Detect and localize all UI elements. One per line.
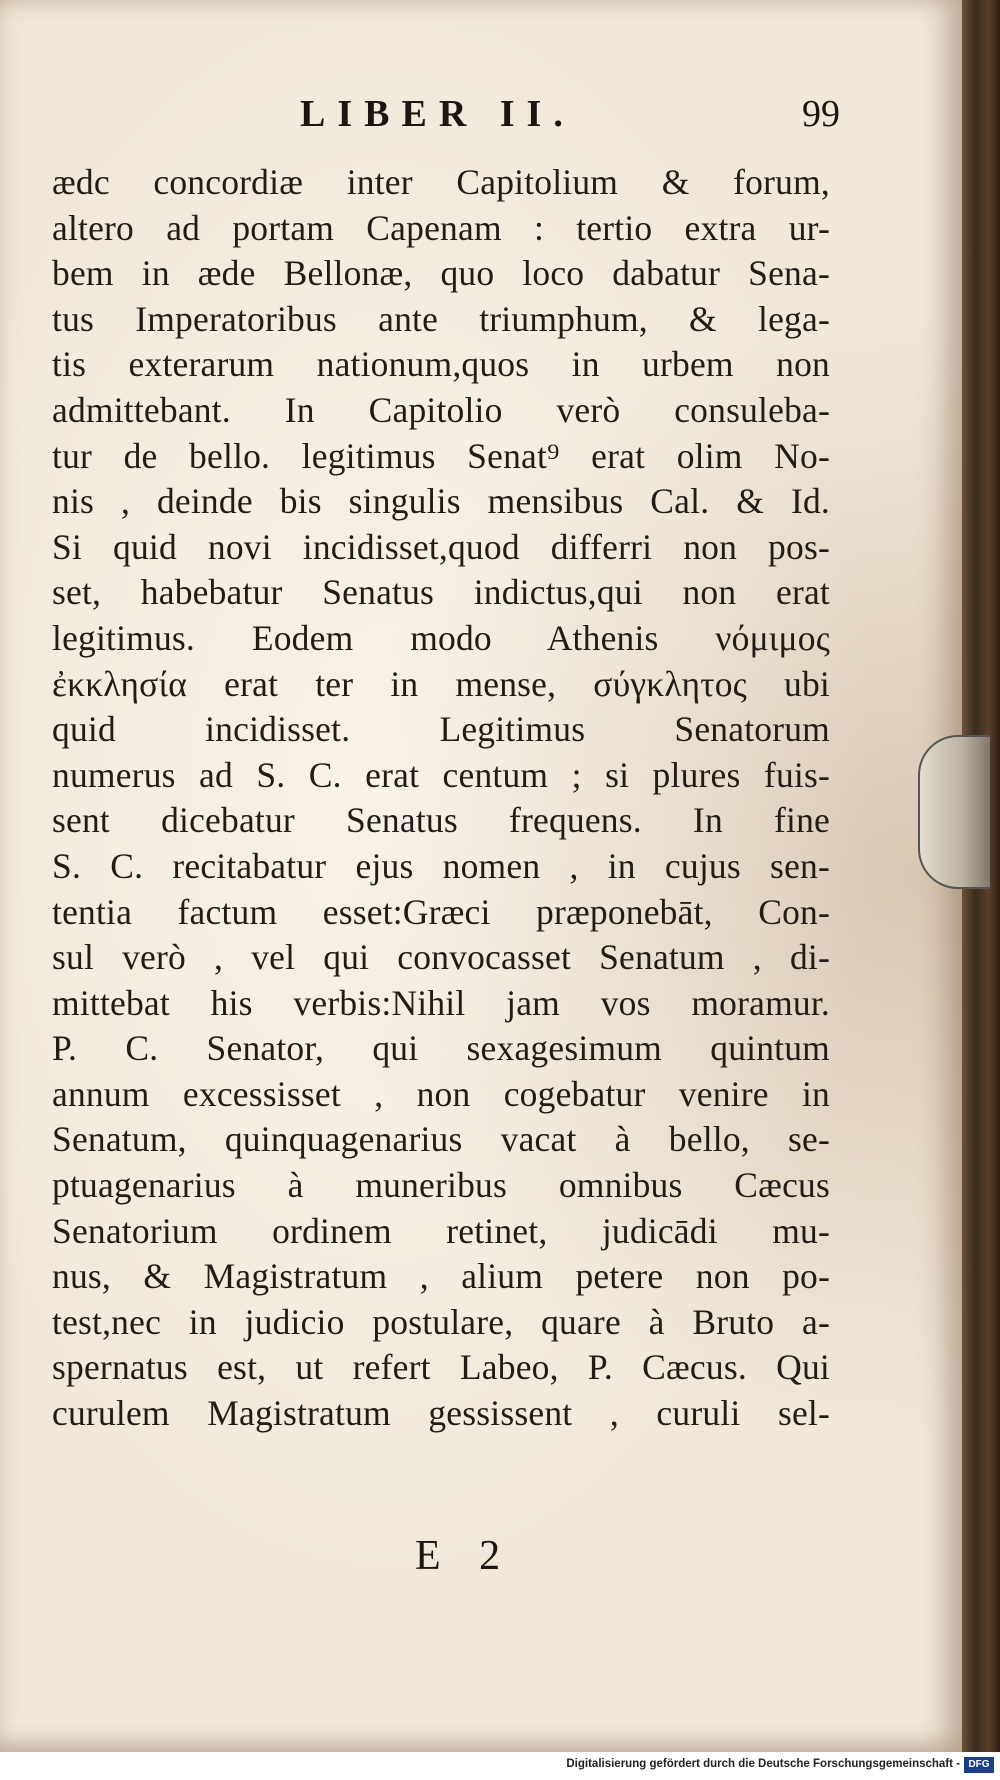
text-line: test,nec in judicio postulare, quare à Bruto a-	[52, 1301, 830, 1342]
text-line: numerus ad S. C. erat centum ; si plures fuis-	[52, 754, 830, 795]
body-text	[52, 160, 830, 1437]
text-line: sent dicebatur Senatus frequens. In fine	[52, 800, 830, 841]
text-line: tis exterarum nationum,quos in urbem non	[52, 344, 830, 385]
text-line: tentia factum esset:Græci præponebāt, Con-	[52, 891, 830, 932]
text-line: tus Imperatoribus ante triumphum, & lega-	[52, 298, 830, 339]
text-line: ἐκκλησία erat ter in mense, σύγκλητος ubi	[52, 663, 830, 704]
text-line: altero ad portam Capenam : tertio extra ur-	[52, 207, 830, 248]
text-line: quid incidisset. Legitimus Senatorum	[52, 709, 830, 750]
text-line: nis , deinde bis singulis mensibus Cal. & Id.	[52, 481, 830, 522]
text-line: annum excessisset , non cogebatur venire in	[52, 1073, 830, 1114]
text-line: curulem Magistratum gessissent , curuli sel-	[52, 1393, 830, 1434]
page-number: 99	[802, 93, 840, 135]
signature-mark: E 2	[415, 1533, 515, 1579]
page-tab	[918, 735, 990, 889]
dfg-logo: DFG	[964, 1757, 994, 1773]
text-line: bem in æde Bellonæ, quo loco dabatur Sena-	[52, 253, 830, 294]
text-line: ædc concordiæ inter Capitolium & forum,	[52, 162, 830, 202]
running-head: LIBER II.	[300, 93, 575, 135]
page-header	[300, 92, 840, 140]
text-line: mittebat his verbis:Nihil jam vos moramur.	[52, 982, 830, 1023]
text-line: P. C. Senator, qui sexagesimum quintum	[52, 1028, 830, 1069]
text-line: sul verò , vel qui convocasset Senatum , di-	[52, 937, 830, 978]
text-line: admittebant. In Capitolio verò consuleba-	[52, 389, 830, 430]
text-line: S. C. recitabatur ejus nomen , in cujus sen-	[52, 845, 830, 886]
text-line: legitimus. Eodem modo Athenis νόμιμος	[52, 617, 830, 658]
text-line: set, habebatur Senatus indictus,qui non erat	[52, 572, 830, 613]
text-line: Si quid novi incidisset,quod differri non pos-	[52, 526, 830, 567]
text-line: ptuagenarius à muneribus omnibus Cæcus	[52, 1165, 830, 1206]
text-line: nus, & Magistratum , alium petere non po-	[52, 1256, 830, 1297]
funding-credit: Digitalisierung gefördert durch die Deutsche Forschungsgemeinschaft -	[566, 1758, 960, 1770]
footer-bar	[0, 1752, 1000, 1780]
text-line: Senatorium ordinem retinet, judicādi mu-	[52, 1210, 830, 1251]
text-line: Senatum, quinquagenarius vacat à bello, se-	[52, 1119, 830, 1160]
text-line: spernatus est, ut refert Labeo, P. Cæcus. Qui	[52, 1347, 830, 1388]
text-line: tur de bello. legitimus Senat⁹ erat olim No-	[52, 435, 830, 476]
